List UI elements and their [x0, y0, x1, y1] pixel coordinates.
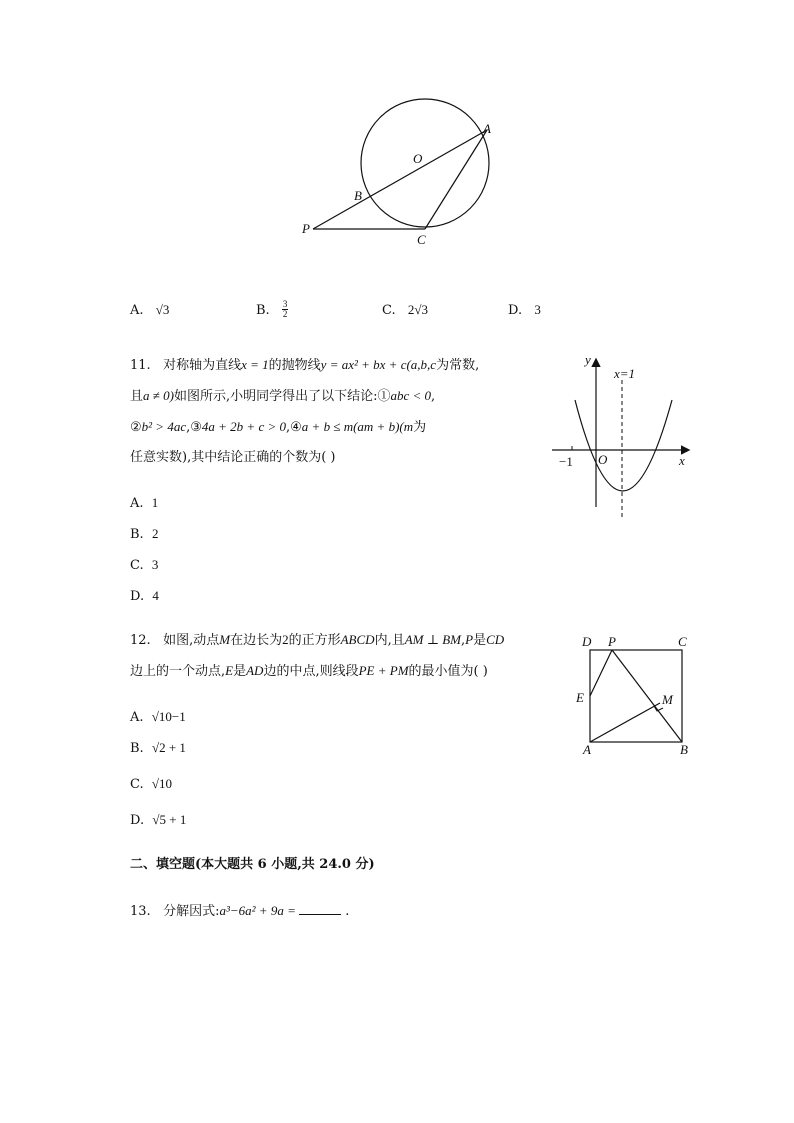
segment-EP [590, 650, 612, 696]
q11-line-2: 且a ≠ 0)如图所示,小明同学得出了以下结论:①abc < 0, [130, 388, 436, 404]
sq-label-B: B [680, 742, 688, 757]
graph-x-label: x [679, 453, 685, 468]
q12-option-b[interactable]: B. √2 + 1 [130, 740, 186, 756]
parabola-curve [575, 400, 672, 491]
q13-line: 13. 分解因式:a³−6a² + 9a = . [130, 903, 350, 919]
q11-line-4: 任意实数),其中结论正确的个数为( ) [130, 450, 336, 465]
graph-y-label: y [585, 352, 591, 367]
circle [361, 99, 489, 227]
fraction: $\frac{3}{2}$ [282, 299, 288, 319]
label-P: P [302, 221, 310, 236]
q12-line-1: 12. 如图,动点M在边长为2的正方形ABCD内,且AM ⊥ BM,P是CD [130, 632, 505, 648]
graph-neg-one: −1 [559, 454, 573, 469]
q12-line-2: 边上的一个动点,E是AD边的中点,则线段PE + PM的最小值为( ) [130, 663, 488, 679]
q10-option-a[interactable]: A. √3 [130, 302, 170, 318]
graph-origin: O [598, 452, 608, 467]
q10-option-d[interactable]: D. 3 [508, 302, 541, 318]
sq-label-D: D [582, 634, 592, 649]
q12-option-a[interactable]: A. √10−1 [130, 709, 186, 725]
square-figure [580, 640, 695, 750]
q11-option-b[interactable]: B. 2 [130, 526, 159, 542]
sq-label-P: P [608, 634, 616, 649]
section-2-title: 二、填空题(本大题共 6 小题,共 24.0 分) [130, 857, 375, 872]
label-O: O [413, 151, 423, 166]
q11-option-a[interactable]: A. 1 [130, 495, 159, 511]
answer-blank[interactable] [299, 902, 341, 915]
q12-option-d[interactable]: D. √5 + 1 [130, 812, 187, 828]
q10-option-c[interactable]: C. 2√3 [382, 302, 429, 318]
q12-option-c[interactable]: C. √10 [130, 776, 173, 792]
sq-label-E: E [576, 690, 584, 705]
q11-line-3: ②b² > 4ac,③4a + 2b + c > 0,④a + b ≤ m(am + b)(m为 [130, 419, 427, 435]
q11-option-c[interactable]: C. 3 [130, 557, 159, 573]
q11-line-1: 11. 对称轴为直线x = 1的抛物线y = ax² + bx + c(a,b,c为常数, [130, 357, 480, 373]
circle-figure [290, 90, 510, 255]
sq-label-A: A [583, 742, 591, 757]
sq-label-C: C [678, 634, 687, 649]
q11-option-d[interactable]: D. 4 [130, 588, 159, 604]
secant-line-PA [313, 130, 487, 229]
label-C: C [417, 232, 426, 247]
graph-axis-label: x=1 [614, 366, 636, 381]
chord-AC [425, 130, 487, 229]
label-B: B [354, 188, 362, 203]
segment-AM [590, 703, 660, 742]
q10-option-b[interactable]: B. $\frac{3}{2}$ [256, 299, 288, 319]
label-A: A [483, 121, 491, 136]
sq-label-M: M [662, 692, 673, 707]
